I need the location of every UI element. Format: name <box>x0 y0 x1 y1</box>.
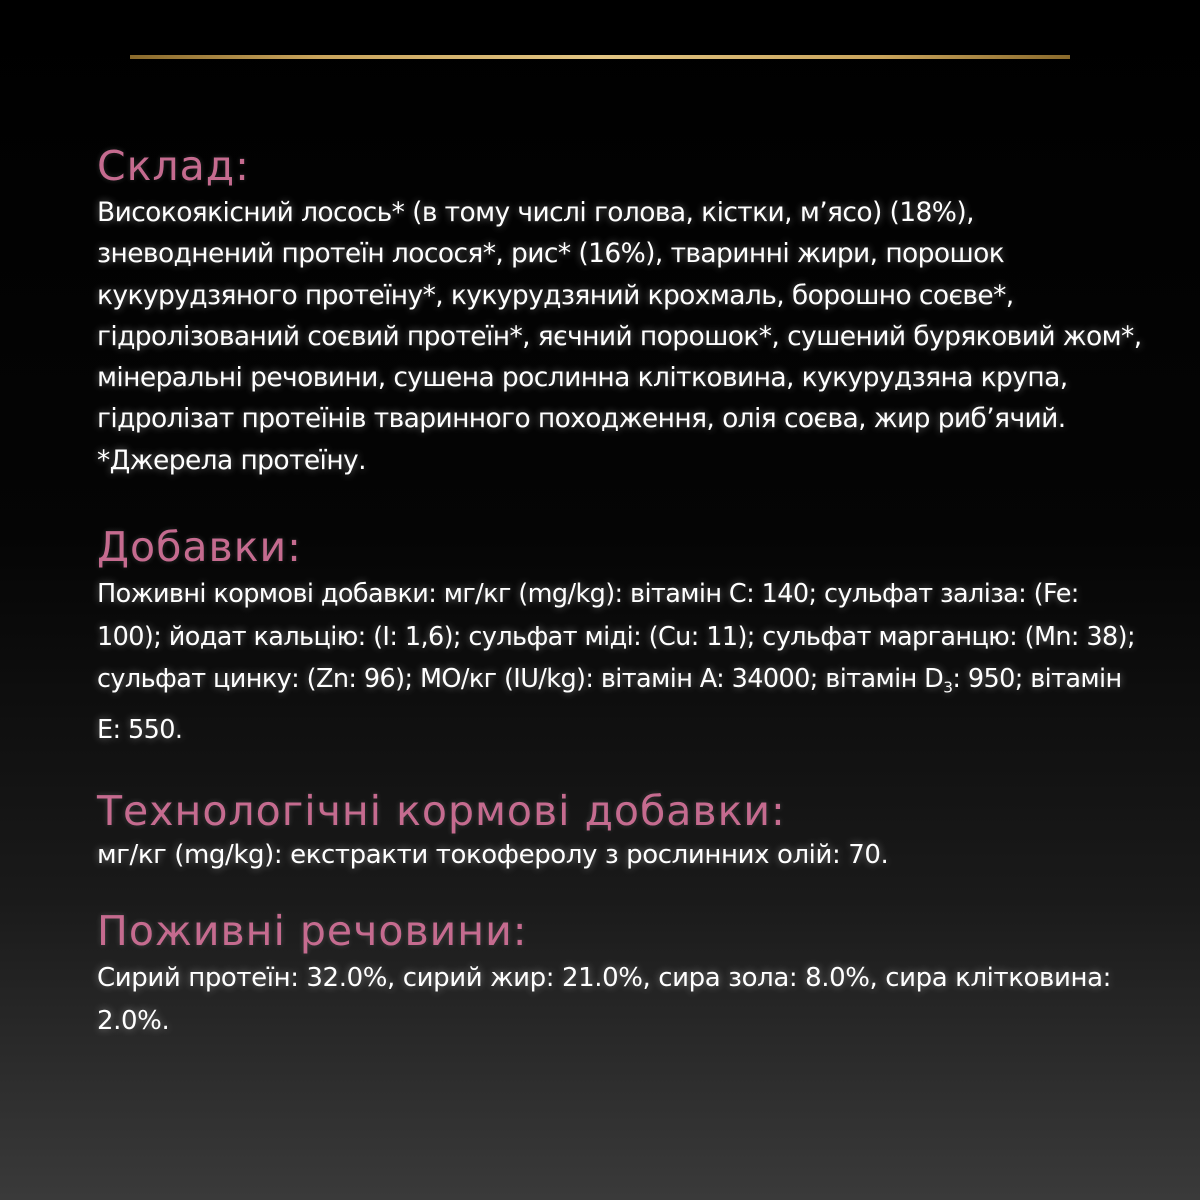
nutrients-title: Поживні речовини: <box>97 907 528 956</box>
additives-text-main: Поживні кормові добавки: мг/кг (mg/kg): вітамін C: 140; сульфат заліза: (Fe: 100); йодат кальцію: (I: 1,6); сульфат міді: (Cu: 11); сульфат марганцю: (Mn: 38); сульфат цинку: (Zn: 96); МО/кг (IU/kg): вітамін A: 34000; вітамін D <box>97 579 1135 695</box>
technological-additives-section <box>97 785 1147 873</box>
nutrients-text: Сирий протеїн: 32.0%, сирий жир: 21.0%, сира зола: 8.0%, сира клітковина: 2.0%. <box>97 963 1111 1036</box>
composition-title: Склад: <box>97 142 250 190</box>
additives-title: Добавки: <box>97 523 302 572</box>
gold-divider <box>130 55 1070 59</box>
nutrients-section <box>97 905 1147 1042</box>
additives-text <box>97 573 1147 751</box>
composition-section <box>97 140 1147 481</box>
ingredients-panel <box>97 140 1147 1042</box>
vitamin-d-subscript: 3 <box>943 678 953 697</box>
additives-text-end: : 950; вітамін E: 550. <box>97 664 1122 745</box>
technological-additives-title: Технологічні кормові добавки: <box>97 787 786 836</box>
additives-section <box>97 521 1147 751</box>
technological-additives-text: мг/кг (mg/kg): екстракти токоферолу з рослинних олій: 70. <box>97 840 889 871</box>
composition-text: Високоякісний лосось* (в тому числі голова, кістки, м’ясо) (18%), зневоднений протеїн лосося*, рис* (16%), тваринні жири, порошок кукурудзяного протеїну*, кукурудзяний крохмаль, борошно соєве*, гідролізований соєвий протеїн*, яєчний порошок*, сушений буряковий жом*, мінеральні речовини, сушена рослинна клітковина, кукурудзяна крупа, гідролізат протеїнів тваринного походження, олія соєва, жир риб’ячий. *Джерела протеїну. <box>97 197 1142 476</box>
